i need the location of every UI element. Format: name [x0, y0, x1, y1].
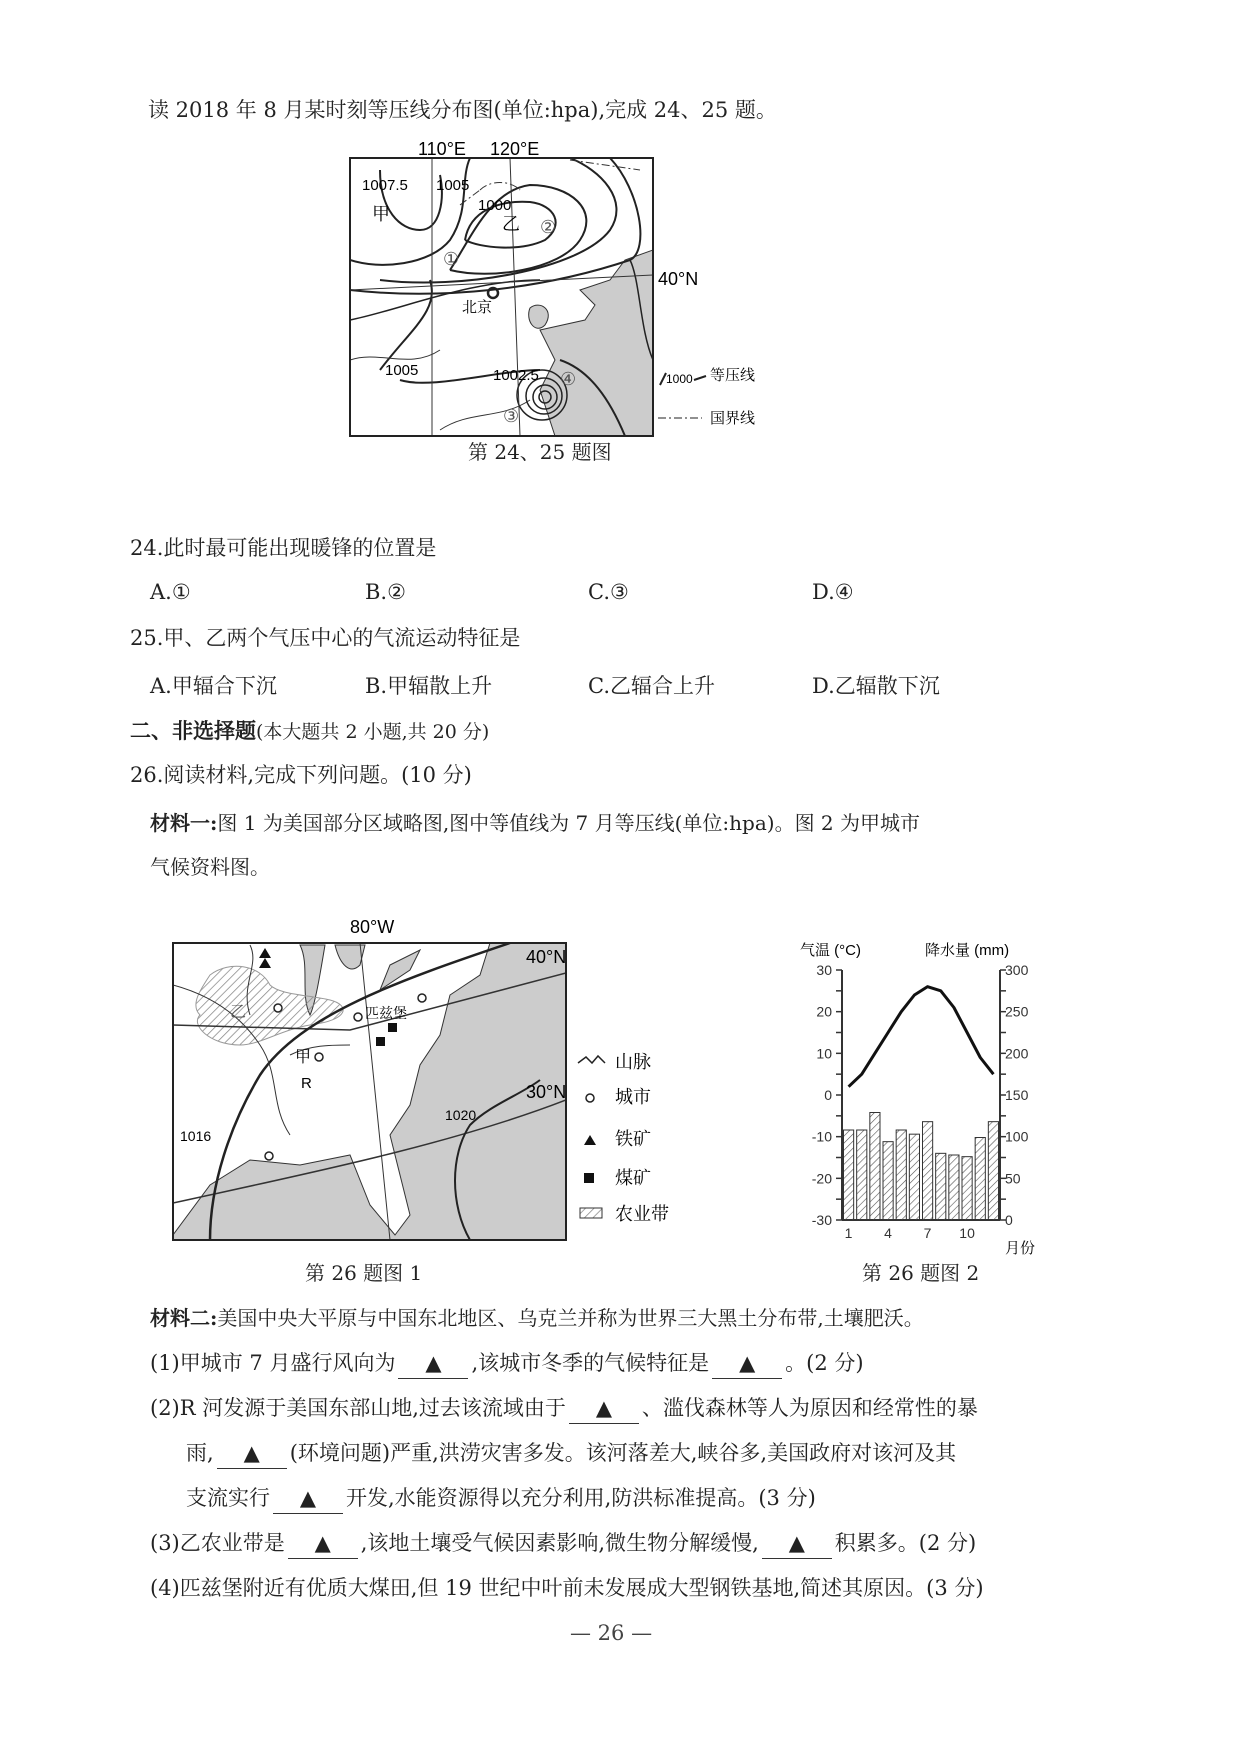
center-yi: 乙	[502, 214, 520, 234]
map2-caption: 第 26 题图 1	[305, 1261, 423, 1285]
svg-text:1000: 1000	[666, 372, 693, 386]
svg-text:200: 200	[1005, 1045, 1029, 1062]
q24-option-a[interactable]: A.①	[150, 580, 191, 604]
svg-text:250: 250	[1005, 1003, 1029, 1020]
section2-title: 二、非选择题	[130, 718, 256, 743]
answer-blank[interactable]: ▲	[217, 1438, 287, 1469]
lon-110: 110°E	[418, 139, 466, 159]
svg-text:1020: 1020	[445, 1107, 477, 1123]
q26-part2-line3: 支流实行 ▲ 开发,水能资源得以充分利用,防洪标准提高。(3 分)	[186, 1483, 816, 1514]
svg-text:等压线: 等压线	[710, 367, 756, 384]
svg-text:②: ②	[540, 217, 557, 237]
svg-text:1000: 1000	[478, 197, 512, 214]
lon-120: 120°E	[490, 139, 540, 159]
q24-option-b[interactable]: B.②	[365, 580, 406, 604]
q25-option-a[interactable]: A.甲辐合下沉	[150, 674, 277, 698]
answer-blank[interactable]: ▲	[569, 1393, 639, 1424]
svg-text:1: 1	[844, 1225, 853, 1241]
material1-line1: 材料一:图 1 为美国部分区域略图,图中等值线为 7 月等压线(单位:hpa)。图 2 为甲城市	[150, 811, 921, 835]
climate-chart	[790, 935, 1080, 1255]
svg-text:4: 4	[884, 1225, 892, 1241]
section2-heading	[130, 716, 489, 747]
svg-text:R: R	[301, 1075, 312, 1092]
answer-blank[interactable]: ▲	[288, 1528, 358, 1559]
svg-text:匹兹堡: 匹兹堡	[365, 1005, 407, 1021]
svg-text:150: 150	[1005, 1087, 1029, 1103]
answer-blank[interactable]: ▲	[762, 1528, 832, 1559]
svg-text:10: 10	[959, 1225, 975, 1241]
svg-text:国界线: 国界线	[710, 410, 756, 427]
material1-label: 材料一:	[150, 811, 218, 835]
q24-stem: 24.此时最可能出现暖锋的位置是	[130, 536, 437, 560]
svg-text:气温 (°C): 气温 (°C)	[800, 942, 861, 959]
svg-text:-30: -30	[811, 1212, 832, 1228]
svg-text:①: ①	[443, 249, 460, 269]
svg-text:0: 0	[824, 1087, 832, 1103]
svg-text:10: 10	[816, 1045, 832, 1062]
q24-option-c[interactable]: C.③	[588, 580, 629, 604]
svg-text:③: ③	[503, 406, 520, 426]
section2-note: (本大题共 2 小题,共 20 分)	[256, 721, 490, 743]
answer-blank[interactable]: ▲	[712, 1348, 782, 1379]
page-number: — 26 —	[570, 1621, 653, 1645]
svg-text:煤矿: 煤矿	[615, 1168, 651, 1188]
lat-30n: 30°N	[526, 1082, 567, 1102]
q26-part4: (4)匹兹堡附近有优质大煤田,但 19 世纪中叶前未发展成大型钢铁基地,简述其原因。(3 分)	[150, 1576, 984, 1600]
svg-text:-10: -10	[811, 1128, 832, 1145]
lat-40n: 40°N	[658, 269, 699, 289]
svg-text:20: 20	[816, 1003, 832, 1020]
svg-text:1016: 1016	[180, 1128, 212, 1144]
q25-option-d[interactable]: D.乙辐散下沉	[812, 674, 940, 698]
lon-80w: 80°W	[350, 917, 395, 937]
center-jia: 甲	[372, 204, 390, 224]
intro-text: 读 2018 年 8 月某时刻等压线分布图(单位:hpa),完成 24、25 题。	[148, 98, 777, 122]
svg-text:④: ④	[560, 369, 577, 389]
svg-text:铁矿: 铁矿	[615, 1129, 651, 1149]
q25-option-b[interactable]: B.甲辐散上升	[365, 674, 493, 698]
svg-text:乙: 乙	[230, 1004, 247, 1021]
material2: 材料二:美国中央大平原与中国东北地区、乌克兰并称为世界三大黑土分布带,土壤肥沃。	[150, 1306, 924, 1330]
q26-part2-line1: (2)R 河发源于美国东部山地,过去该流域由于 ▲ 、滥伐森林等人为原因和经常性的暴	[150, 1393, 978, 1424]
answer-blank[interactable]: ▲	[398, 1348, 468, 1379]
svg-text:30: 30	[816, 962, 832, 978]
q26-stem: 26.阅读材料,完成下列问题。(10 分)	[130, 763, 472, 787]
q24-option-d[interactable]: D.④	[812, 580, 854, 604]
isobar-map-china	[340, 130, 820, 470]
svg-text:降水量 (mm): 降水量 (mm)	[925, 942, 1010, 959]
svg-text:1002.5: 1002.5	[493, 367, 539, 384]
svg-text:1005: 1005	[385, 362, 419, 379]
q26-part1: (1)甲城市 7 月盛行风向为 ▲ ,该城市冬季的气候特征是 ▲ 。(2 分)	[150, 1348, 864, 1379]
q26-part2-line2: 雨, ▲ (环境问题)严重,洪涝灾害多发。该河落差大,峡谷多,美国政府对该河及其	[186, 1438, 956, 1469]
q25-option-c[interactable]: C.乙辐合上升	[588, 674, 715, 698]
svg-text:甲: 甲	[295, 1049, 312, 1066]
svg-text:1005: 1005	[436, 177, 470, 194]
chart-caption: 第 26 题图 2	[862, 1261, 980, 1285]
city-beijing: 北京	[462, 299, 493, 316]
svg-text:月份: 月份	[1005, 1240, 1036, 1255]
q26-part3: (3)乙农业带是 ▲ ,该地土壤受气候因素影响,微生物分解缓慢, ▲ 积累多。(2 分)	[150, 1528, 976, 1559]
map1-caption: 第 24、25 题图	[468, 440, 612, 464]
us-region-map	[150, 905, 770, 1255]
material1-line2: 气候资料图。	[150, 855, 270, 879]
svg-text:1007.5: 1007.5	[362, 177, 408, 194]
legend	[578, 1052, 669, 1224]
svg-text:7: 7	[923, 1225, 932, 1241]
q25-stem: 25.甲、乙两个气压中心的气流运动特征是	[130, 626, 521, 650]
svg-text:城市: 城市	[615, 1087, 651, 1107]
svg-text:100: 100	[1005, 1128, 1029, 1145]
svg-text:农业带: 农业带	[615, 1204, 669, 1224]
lat-40n: 40°N	[526, 947, 567, 967]
svg-text:300: 300	[1005, 962, 1029, 978]
svg-text:-20: -20	[811, 1170, 832, 1187]
svg-text:0: 0	[1005, 1212, 1013, 1228]
svg-text:50: 50	[1005, 1170, 1021, 1187]
material2-label: 材料二:	[150, 1306, 218, 1330]
svg-text:山脉: 山脉	[615, 1052, 651, 1072]
answer-blank[interactable]: ▲	[273, 1483, 343, 1514]
